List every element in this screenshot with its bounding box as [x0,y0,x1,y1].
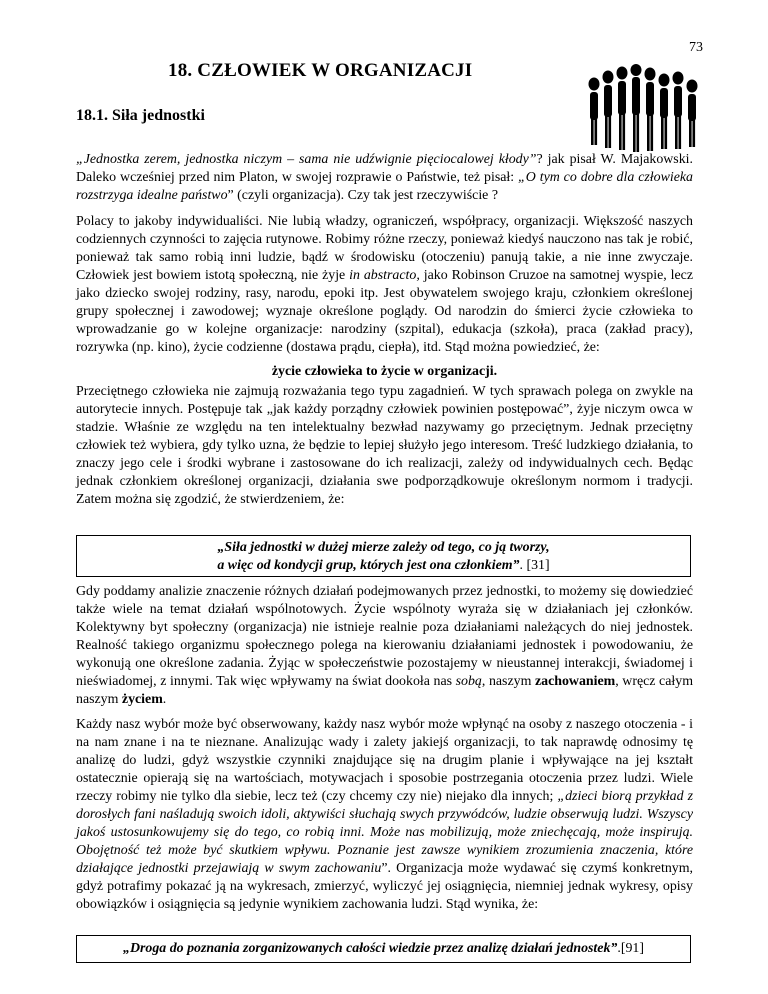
paragraph-4-part: , naszym [481,674,535,689]
paragraph-1 [76,151,693,205]
paragraph-4-end: . [162,692,167,707]
paragraph-2-end: jako Robinson Cruzoe na samotnej wyspie, lecz jako dziecko swojej rodziny, rasy, narodu, epoki itp. Jest obywatelem swojego kraju, członkiem określonej grupy społecznej i zawodowej; wyznaje określone poglądy. Od narodzin do śmierci życie człowieka to wprowadzanie go w kolejne organizacje: narodziny (szpital), edukacja (szkoła), praca (zakład pracy), rozrywka (np. kino), życie codzienne (dostawa prądu, ciepła), itd. Stąd można powiedzieć, że: [76,268,693,355]
paragraph-3: Przeciętnego człowieka nie zajmują rozważania tego typu zagadnień. W tych sprawach polega on zwykle na autorytecie innych. Postępuje tak „jak każdy porządny człowiek powinien postępować”, żyje niczym owca w stadzie. Właśnie ze względu na ten intelektualny bezwład nazywamy go przeciętnym. Jednak przeciętny człowiek też wybiera, gdy tylko uzna, że będzie to lepiej służyło jego interesom. Treść ludzkiego działania, to znaczy jego cele i środki wybrane i zastosowane do ich realizacji, zależy od indywidualnych cech. Będąc jednak członkiem określonej organizacji, działania swe podporządkowuje określonym normom i tradycji. Zatem można się zgodzić, że stwierdzeniem, że: [76,384,693,507]
paragraph-4-part-2: , wręcz całym naszym [76,674,693,707]
quote-box-2 [76,935,691,963]
paragraph-5 [76,716,693,914]
paragraph-1-end: ” (czyli organizacja). Czy tak jest rzeczywiście ? [227,188,498,203]
group-of-people-illustration [583,64,705,160]
platon-quote: „O tym co dobre dla człowieka rozstrzyga idealne państwo [76,170,693,203]
paragraph-5-quote: „dzieci biorą przykład z dorosłych fani naśladują swoich idoli, aktywiści słuchają swych przywódców, ludzie obserwują ludzi. Wszyscy jakoś ustosunkowujemy się do tego, co robią inni. Może nas mobilizują, może zniechęcają, może inspirują. Obojętność też może być skutkiem wpływu. Poznanie jest zawsze wynikiem zrozumienia znaczenia, które działające jednostki przejawiają w swym zachowaniu [76,789,693,876]
center-statement: życie człowieka to życie w organizacji. [271,364,498,379]
section-title: 18.1. Siła jednostki [76,107,205,124]
paragraph-2 [76,213,693,357]
quote-box-1 [76,535,691,577]
quote-2-text: „Droga do poznania zorganizowanych całości wiedzie przez analizę działań jednostek” [123,941,618,956]
quote-1-line-2: a więc od kondycji grup, których jest ona członkiem” [217,558,520,573]
quote-2-ref: .[91] [617,941,644,956]
zyciem-word: życiem [121,692,163,707]
quote-1-line-1: „Siła jednostki w dużej mierze zależy od tego, co ją tworzy, [217,540,550,555]
quote-1-ref: . [31] [519,558,550,573]
paragraph-4 [76,583,693,709]
paragraph-5-end: ”. Organizacja może wydawać się czymś konkretnym, gdyż potrafimy pokazać ją na wykresach, zmierzyć, wyliczyć jej osiągnięcia, niemniej jednak wykresy, opisy obowiązków i osiągnięcia są jedynie wynikiem zachowania ludzi. Stąd wynika, że: [76,861,693,912]
paragraph-1-text: ? jak pisał W. Majakowski. Daleko wcześniej przed nim Platon, w swojej rozprawie o Państwie, też pisał: [76,152,693,185]
chapter-title: 18. CZŁOWIEK W ORGANIZACJI [168,60,473,81]
paragraph-4-text: Gdy poddamy analizie znaczenie różnych działań podejmowanych przez jednostki, to możemy się dowiedzieć także wiele na temat działań wspólnotowych. Życie wspólnoty wyraża się w działaniach jej członków. Kolektywny byt społeczny (organizacja) nie istnieje realnie poza działaniami należących do niej jednostek. Realność takiego organizmu społecznego polega na kierowaniu działaniami jednostek i powodowaniu, że wykonują one określone zadania. Żyjąc w społeczeństwie pozostajemy w nieustannej interakcji, świadomej i nieświadomej, z innymi. Tak więc wpływamy na świat dookoła nas [76,584,693,689]
paragraph-5-text: Każdy nasz wybór może być obserwowany, każdy nasz wybór może wpłynąć na osoby z naszego otoczenia - i na nam znane i na te nieznane. Analizując wady i zalety jakiejś organizacji, to tak naprawdę odnosimy tę analizę do ludzi, gdyż wszystkie czynniki znajdujące się na drugim planie i wpływające na jej kształt ostatecznie opierają się na wartościach, motywacjach i sposobie postrzegania otoczenia przez ludzi. Wiele rzeczy robimy nie tylko dla siebie, lecz też (czy chcemy czy nie) niejako dla innych; [76,717,693,804]
soba-word: sobą [455,674,482,689]
majakowski-quote: „Jednostka zerem, jednostka niczym – sama nie udźwignie pięciocalowej kłody” [76,152,537,167]
page-number: 73 [689,40,703,55]
paragraph-2-text: Polacy to jakoby indywidualiści. Nie lubią władzy, ograniczeń, współpracy, organizacji. Większość naszych codziennych czynności to zajęcia rutynowe. Robimy różne rzeczy, ponieważ kiedyś nauczono nas tak je robić, ponieważ tak samo robią inni ludzie, bądź w środowisku (otoczeniu) panują takie, a nie inne zwyczaje. Człowiek jest bowiem istotą społeczną, nie żyje [76,214,693,283]
in-abstracto-phrase: in abstracto, [349,268,420,283]
zachowaniem-word: zachowaniem [534,674,616,689]
